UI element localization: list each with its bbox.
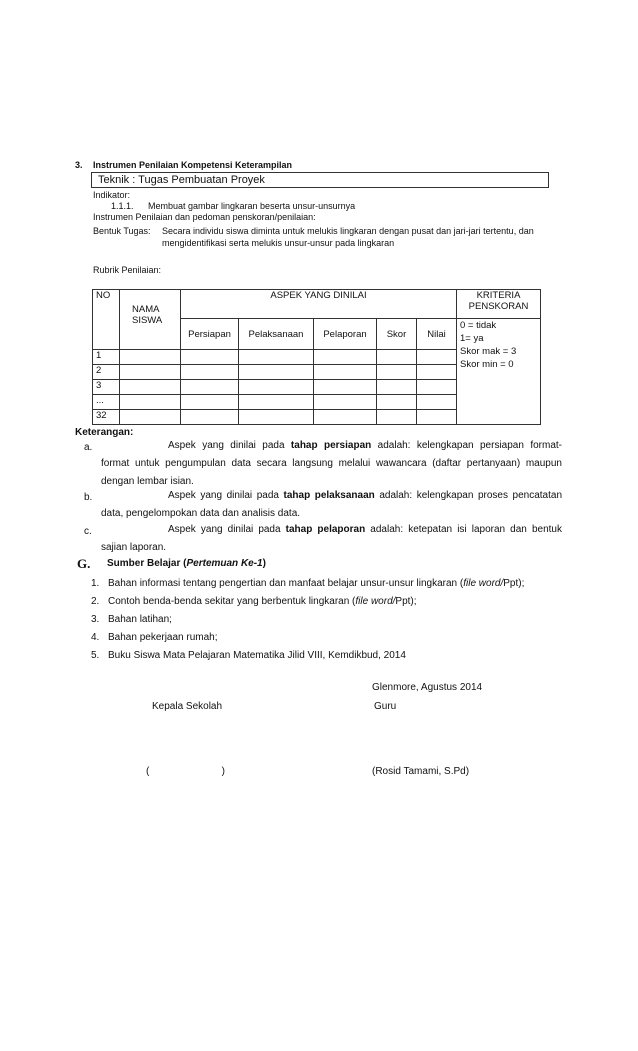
instrument-line: Instrumen Penilaian dan pedoman penskoran/penilaian: [93, 212, 316, 222]
section-3-title: Instrumen Penilaian Kompetensi Keterampilan [93, 160, 293, 170]
item-b-label: b. [84, 492, 93, 503]
source-item-5: Buku Siswa Mata Pelajaran Matematika Jilid VIII, Kemdikbud, 2014 [108, 650, 406, 661]
table-row: 3 [93, 380, 541, 395]
item-a-line-2: format untuk pengumpulan data secara langsung melalui wawancara (daftar pertanyaan) maupun [101, 458, 562, 469]
source-item-3-number: 3. [91, 614, 100, 625]
source-item-2: Contoh benda-benda sekitar yang berbentuk lingkaran (file word/Ppt); [108, 596, 417, 607]
task-label: Bentuk Tugas: [93, 226, 151, 236]
section-3-number: 3. [75, 160, 83, 170]
source-item-4-number: 4. [91, 632, 100, 643]
source-item-5-number: 5. [91, 650, 100, 661]
principal-role: Kepala Sekolah [152, 701, 223, 712]
technique-box: Teknik : Tugas Pembuatan Proyek [91, 172, 549, 188]
item-a-line-3: dengan lembar isian. [101, 476, 194, 487]
place-date: Glenmore, Agustus 2014 [372, 682, 483, 693]
section-g-letter: G. [77, 556, 91, 571]
table-row: ... [93, 395, 541, 410]
source-item-2-number: 2. [91, 596, 100, 607]
table-row: 1 [93, 350, 541, 365]
keterangan-title: Keterangan: [75, 427, 134, 438]
teacher-name: (Rosid Tamami, S.Pd) [372, 766, 470, 777]
header-nilai: Nilai [417, 319, 457, 350]
source-item-4: Bahan pekerjaan rumah; [108, 632, 218, 643]
source-item-1-number: 1. [91, 578, 100, 589]
item-c-line-2: sajian laporan. [101, 542, 167, 553]
item-c-label: c. [84, 526, 92, 537]
source-item-1: Bahan informasi tentang pengertian dan manfaat belajar unsur-unsur lingkaran (file word/Ppt); [108, 578, 525, 589]
header-aspect: ASPEK YANG DINILAI [181, 290, 457, 319]
header-pelaksanaan: Pelaksanaan [239, 319, 314, 350]
rubric-label: Rubrik Penilaian: [93, 265, 162, 275]
table-row: 2 [93, 365, 541, 380]
section-g-title: Sumber Belajar (Pertemuan Ke-1) [107, 558, 266, 569]
header-name: NAMA SISWA [120, 290, 181, 350]
header-skor: Skor [377, 319, 417, 350]
item-a-label: a. [84, 442, 93, 453]
item-a-line-1: Aspek yang dinilai pada tahap persiapan adalah: kelengkapan persiapan format- [168, 440, 562, 451]
principal-name: ( ) [146, 766, 225, 777]
header-no: NO [93, 290, 120, 350]
header-persiapan: Persiapan [181, 319, 239, 350]
indicator-text: Membuat gambar lingkaran beserta unsur-unsurnya [148, 201, 356, 211]
criteria-cell: 0 = tidak 1= ya Skor mak = 3 Skor min = 0 [457, 319, 541, 425]
task-line-1: Secara individu siswa diminta untuk melukis lingkaran dengan pusat dan jari-jari tertentu, dan [162, 226, 534, 236]
indicator-label: Indikator: [93, 190, 131, 200]
source-item-3: Bahan latihan; [108, 614, 172, 625]
rubric-table [92, 289, 541, 425]
teacher-role: Guru [374, 701, 397, 712]
header-criteria: KRITERIA PENSKORAN [457, 290, 541, 319]
item-b-line-2: data, pengelompokan data dan analisis data. [101, 508, 301, 519]
item-b-line-1: Aspek yang dinilai pada tahap pelaksanaan adalah: kelengkapan proses pencatatan [168, 490, 563, 501]
header-pelaporan: Pelaporan [314, 319, 377, 350]
indicator-number: 1.1.1. [111, 201, 134, 211]
item-c-line-1: Aspek yang dinilai pada tahap pelaporan adalah: ketepatan isi laporan dan bentuk [168, 524, 562, 535]
task-line-2: mengidentifikasi serta melukis unsur-unsur pada lingkaran [162, 238, 395, 248]
table-row: 32 [93, 410, 541, 425]
